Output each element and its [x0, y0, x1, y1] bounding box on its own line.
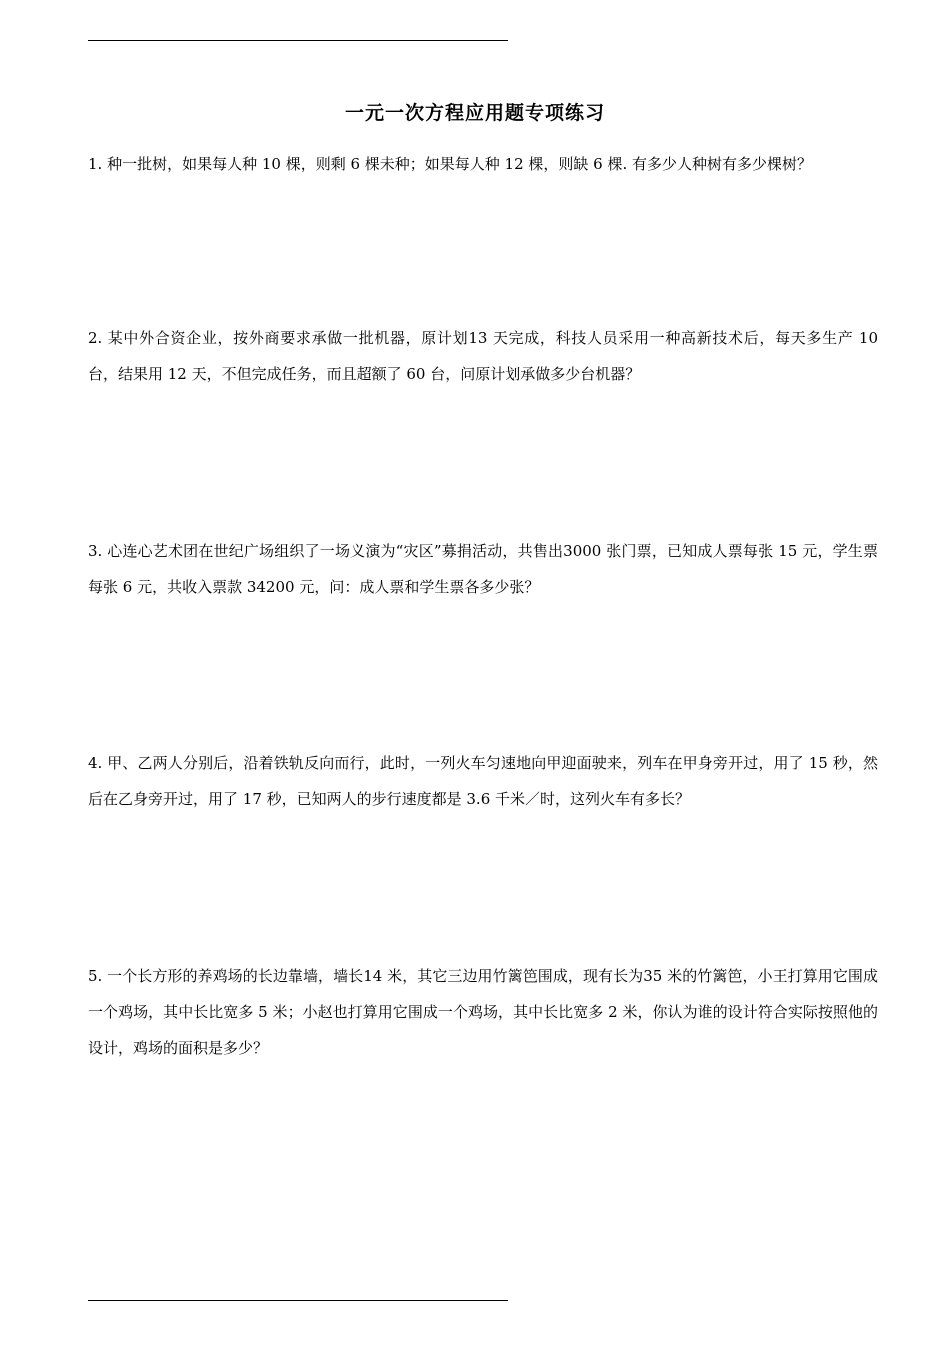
question-5: 5. 一个长方形的养鸡场的长边靠墙，墙长14 米，其它三边用竹篱笆围成，现有长为35 米的竹篱笆，小王打算用它围成一个鸡场，其中长比宽多 5 米；小赵也打算用它围成一个鸡场，其中长比宽多 2 米，你认为谁的设计符合实际按照他的设计，鸡场的面积是多少？ [88, 967, 878, 1057]
question-2: 2. 某中外合资企业，按外商要求承做一批机器，原计划13 天完成，科技人员采用一种高新技术后，每天多生产 10 台，结果用 12 天，不但完成任务，而且超额了 60 台，问原计划承做多少台机器？ [88, 329, 878, 383]
header-rule [88, 40, 508, 41]
footer-rule [88, 1300, 508, 1301]
question-4: 4. 甲、乙两人分别后，沿着铁轨反向而行，此时，一列火车匀速地向甲迎面驶来，列车在甲身旁开过，用了 15 秒，然后在乙身旁开过，用了 17 秒，已知两人的步行速度都是 3.6 千米／时，这列火车有多长？ [88, 754, 878, 808]
page-title: 一元一次方程应用题专项练习 [344, 102, 605, 124]
question-3: 3. 心连心艺术团在世纪广场组织了一场义演为“灾区”募捐活动，共售出3000 张门票，已知成人票每张 15 元，学生票每张 6 元，共收入票款 34200 元，问：成人票和学生票各多少张？ [88, 542, 878, 596]
question-1: 1. 种一批树，如果每人种 10 棵，则剩 6 棵未种；如果每人种 12 棵，则缺 6 棵. 有多少人种树有多少棵树？ [88, 155, 813, 173]
